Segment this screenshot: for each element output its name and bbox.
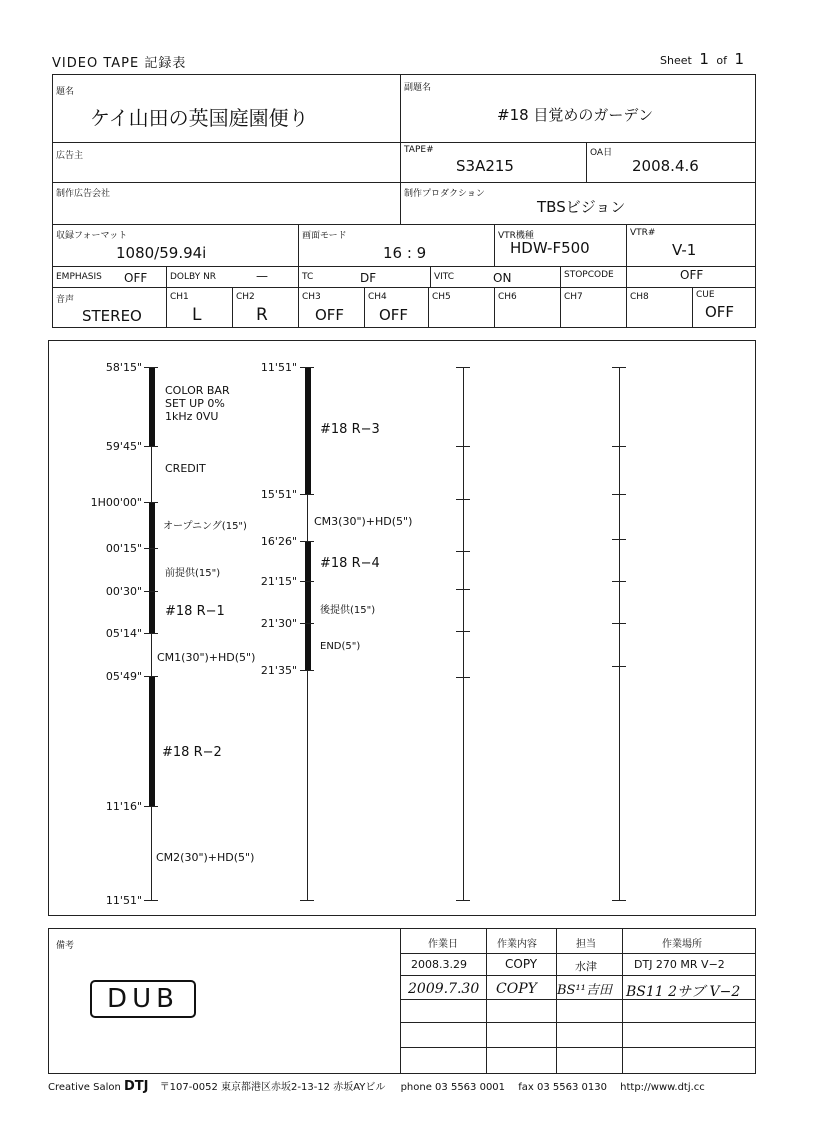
tl2-seg-post-sponsor: 後提供(15") xyxy=(320,605,376,616)
tl1-time-2: 59'45" xyxy=(105,440,142,453)
tl1-seg-r1: #18 R−1 xyxy=(165,604,225,619)
tl2-seg-r4: #18 R−4 xyxy=(320,556,380,571)
row2-place: BS11 2サブ V−2 xyxy=(626,984,741,1000)
oa-value: 2008.4.6 xyxy=(632,157,699,175)
tl2-bar-r4 xyxy=(305,541,311,670)
tl4-axis xyxy=(619,367,620,901)
vitc-value: ON xyxy=(493,271,512,285)
tl3-axis xyxy=(463,367,464,901)
mode-value: 16 : 9 xyxy=(383,244,427,262)
tl1-time-4: 00'15" xyxy=(105,542,142,555)
sheet-total: 1 xyxy=(734,50,745,68)
tl1-bar-colorbar xyxy=(149,367,155,446)
stopcode-label: STOPCODE xyxy=(564,270,614,280)
tl1-bar-r2 xyxy=(149,676,155,806)
company-brand: DTJ xyxy=(124,1079,149,1094)
format-label: 収録フォーマット xyxy=(56,231,128,241)
row2-staff: BS¹¹吉田 xyxy=(557,983,612,998)
vtr-model-label: VTR機種 xyxy=(498,231,534,241)
oa-label: OA日 xyxy=(590,148,613,158)
document-title: VIDEO TAPE 記録表 xyxy=(52,56,187,71)
audio-label: 音声 xyxy=(56,295,75,305)
row1-staff: 水津 xyxy=(575,960,597,973)
ch4-label: CH4 xyxy=(368,292,387,302)
company-url: http://www.dtj.cc xyxy=(620,1082,705,1093)
tl1-seg-pre-sponsor: 前提供(15") xyxy=(165,568,221,579)
subtitle-label: 副題名 xyxy=(404,83,432,93)
production-value: TBSビジョン xyxy=(537,198,626,216)
vitc-label: VITC xyxy=(434,272,455,282)
company-name: Creative Salon xyxy=(48,1082,121,1093)
tl2-bar-r3 xyxy=(305,367,311,494)
tl2-time-5: 21'30" xyxy=(260,617,297,630)
tl1-seg-r2: #18 R−2 xyxy=(162,745,222,760)
vtr-no-value: V-1 xyxy=(672,241,697,259)
ch1-label: CH1 xyxy=(170,292,189,302)
tc-label: TC xyxy=(302,272,314,282)
company-address: 〒107-0052 東京都港区赤坂2-13-12 赤坂AYビル xyxy=(159,1082,386,1093)
tl1-seg-opening: オープニング(15") xyxy=(163,521,247,532)
row1-place: DTJ 270 MR V−2 xyxy=(634,958,725,971)
ch2-value: R xyxy=(256,305,268,325)
tl2-time-6: 21'35" xyxy=(260,664,297,677)
title-label: 題名 xyxy=(56,87,75,97)
row1-date: 2008.3.29 xyxy=(411,958,467,971)
cue-value: OFF xyxy=(705,303,735,321)
tl2-seg-cm3: CM3(30")+HD(5") xyxy=(314,515,413,528)
sheet-indicator xyxy=(660,50,744,68)
sheet-number: 1 xyxy=(699,50,709,68)
emphasis-value: OFF xyxy=(124,271,148,285)
cue-label: CUE xyxy=(696,290,715,300)
dolby-label: DOLBY NR xyxy=(170,272,217,282)
mode-label: 画面モード xyxy=(302,231,347,241)
tl2-time-2: 15'51" xyxy=(260,488,297,501)
production-label: 制作プロダクション xyxy=(404,189,485,199)
row2-date: 2009.7.30 xyxy=(408,981,480,997)
dub-stamp: DUB xyxy=(90,980,196,1018)
agency-label: 制作広告会社 xyxy=(56,189,111,199)
footer-header-staff: 担当 xyxy=(576,939,596,950)
subtitle-value: #18 目覚めのガーデン xyxy=(497,106,654,124)
tape-label: TAPE# xyxy=(404,145,434,155)
ch6-label: CH6 xyxy=(498,292,517,302)
ch7-label: CH7 xyxy=(564,292,583,302)
footer-header-date: 作業日 xyxy=(428,939,458,950)
audio-value: STEREO xyxy=(82,307,142,325)
tl1-time-6: 05'14" xyxy=(105,627,142,640)
ch1-value: L xyxy=(192,305,202,325)
tl1-seg-cm2: CM2(30")+HD(5") xyxy=(156,851,255,864)
ch2-label: CH2 xyxy=(236,292,255,302)
tl1-seg-setup: SET UP 0% xyxy=(165,397,225,410)
emphasis-label: EMPHASIS xyxy=(56,272,102,282)
ch3-label: CH3 xyxy=(302,292,321,302)
tl1-bar-r1 xyxy=(149,502,155,633)
footer-header-place: 作業場所 xyxy=(662,939,702,950)
dolby-value: — xyxy=(256,269,268,283)
tl1-seg-tone: 1kHz 0VU xyxy=(165,410,219,423)
of-label: of xyxy=(716,54,727,67)
vtr-no-label: VTR# xyxy=(630,228,656,238)
tc-value: DF xyxy=(360,271,377,285)
sheet-label: Sheet xyxy=(660,54,692,67)
sponsor-label: 広告主 xyxy=(56,151,84,161)
tape-value: S3A215 xyxy=(456,157,514,175)
footer-header-work: 作業内容 xyxy=(497,939,537,950)
tl1-seg-cm1: CM1(30")+HD(5") xyxy=(157,651,256,664)
vtr-model-value: HDW-F500 xyxy=(510,239,590,257)
ch3-value: OFF xyxy=(315,306,345,324)
remarks-label: 備考 xyxy=(56,941,75,951)
row2-work: COPY xyxy=(496,981,537,997)
ch8-label: CH8 xyxy=(630,292,649,302)
company-phone: phone 03 5563 0001 xyxy=(400,1082,506,1093)
tl1-time-3: 1H00'00" xyxy=(90,496,142,509)
tl1-time-7: 05'49" xyxy=(105,670,142,683)
tl2-time-1: 11'51" xyxy=(260,361,297,374)
tl2-seg-end: END(5") xyxy=(320,641,361,652)
tl1-time-5: 00'30" xyxy=(105,585,142,598)
tl1-time-1: 58'15" xyxy=(105,361,142,374)
company-fax: fax 03 5563 0130 xyxy=(518,1082,607,1093)
format-value: 1080/59.94i xyxy=(116,244,207,262)
tl1-time-9: 11'51" xyxy=(105,894,142,907)
tl1-seg-colorbar: COLOR BAR xyxy=(165,384,230,397)
tl1-seg-credit: CREDIT xyxy=(165,462,206,475)
stopcode-value: OFF xyxy=(680,268,704,282)
ch4-value: OFF xyxy=(379,306,409,324)
tl2-time-3: 16'26" xyxy=(260,535,297,548)
tl1-time-8: 11'16" xyxy=(105,800,142,813)
row1-work: COPY xyxy=(505,957,538,971)
tl2-time-4: 21'15" xyxy=(260,575,297,588)
ch5-label: CH5 xyxy=(432,292,451,302)
title-value: ケイ山田の英国庭園便り xyxy=(90,106,309,130)
tl2-seg-r3: #18 R−3 xyxy=(320,422,380,437)
company-footer xyxy=(48,1078,705,1094)
